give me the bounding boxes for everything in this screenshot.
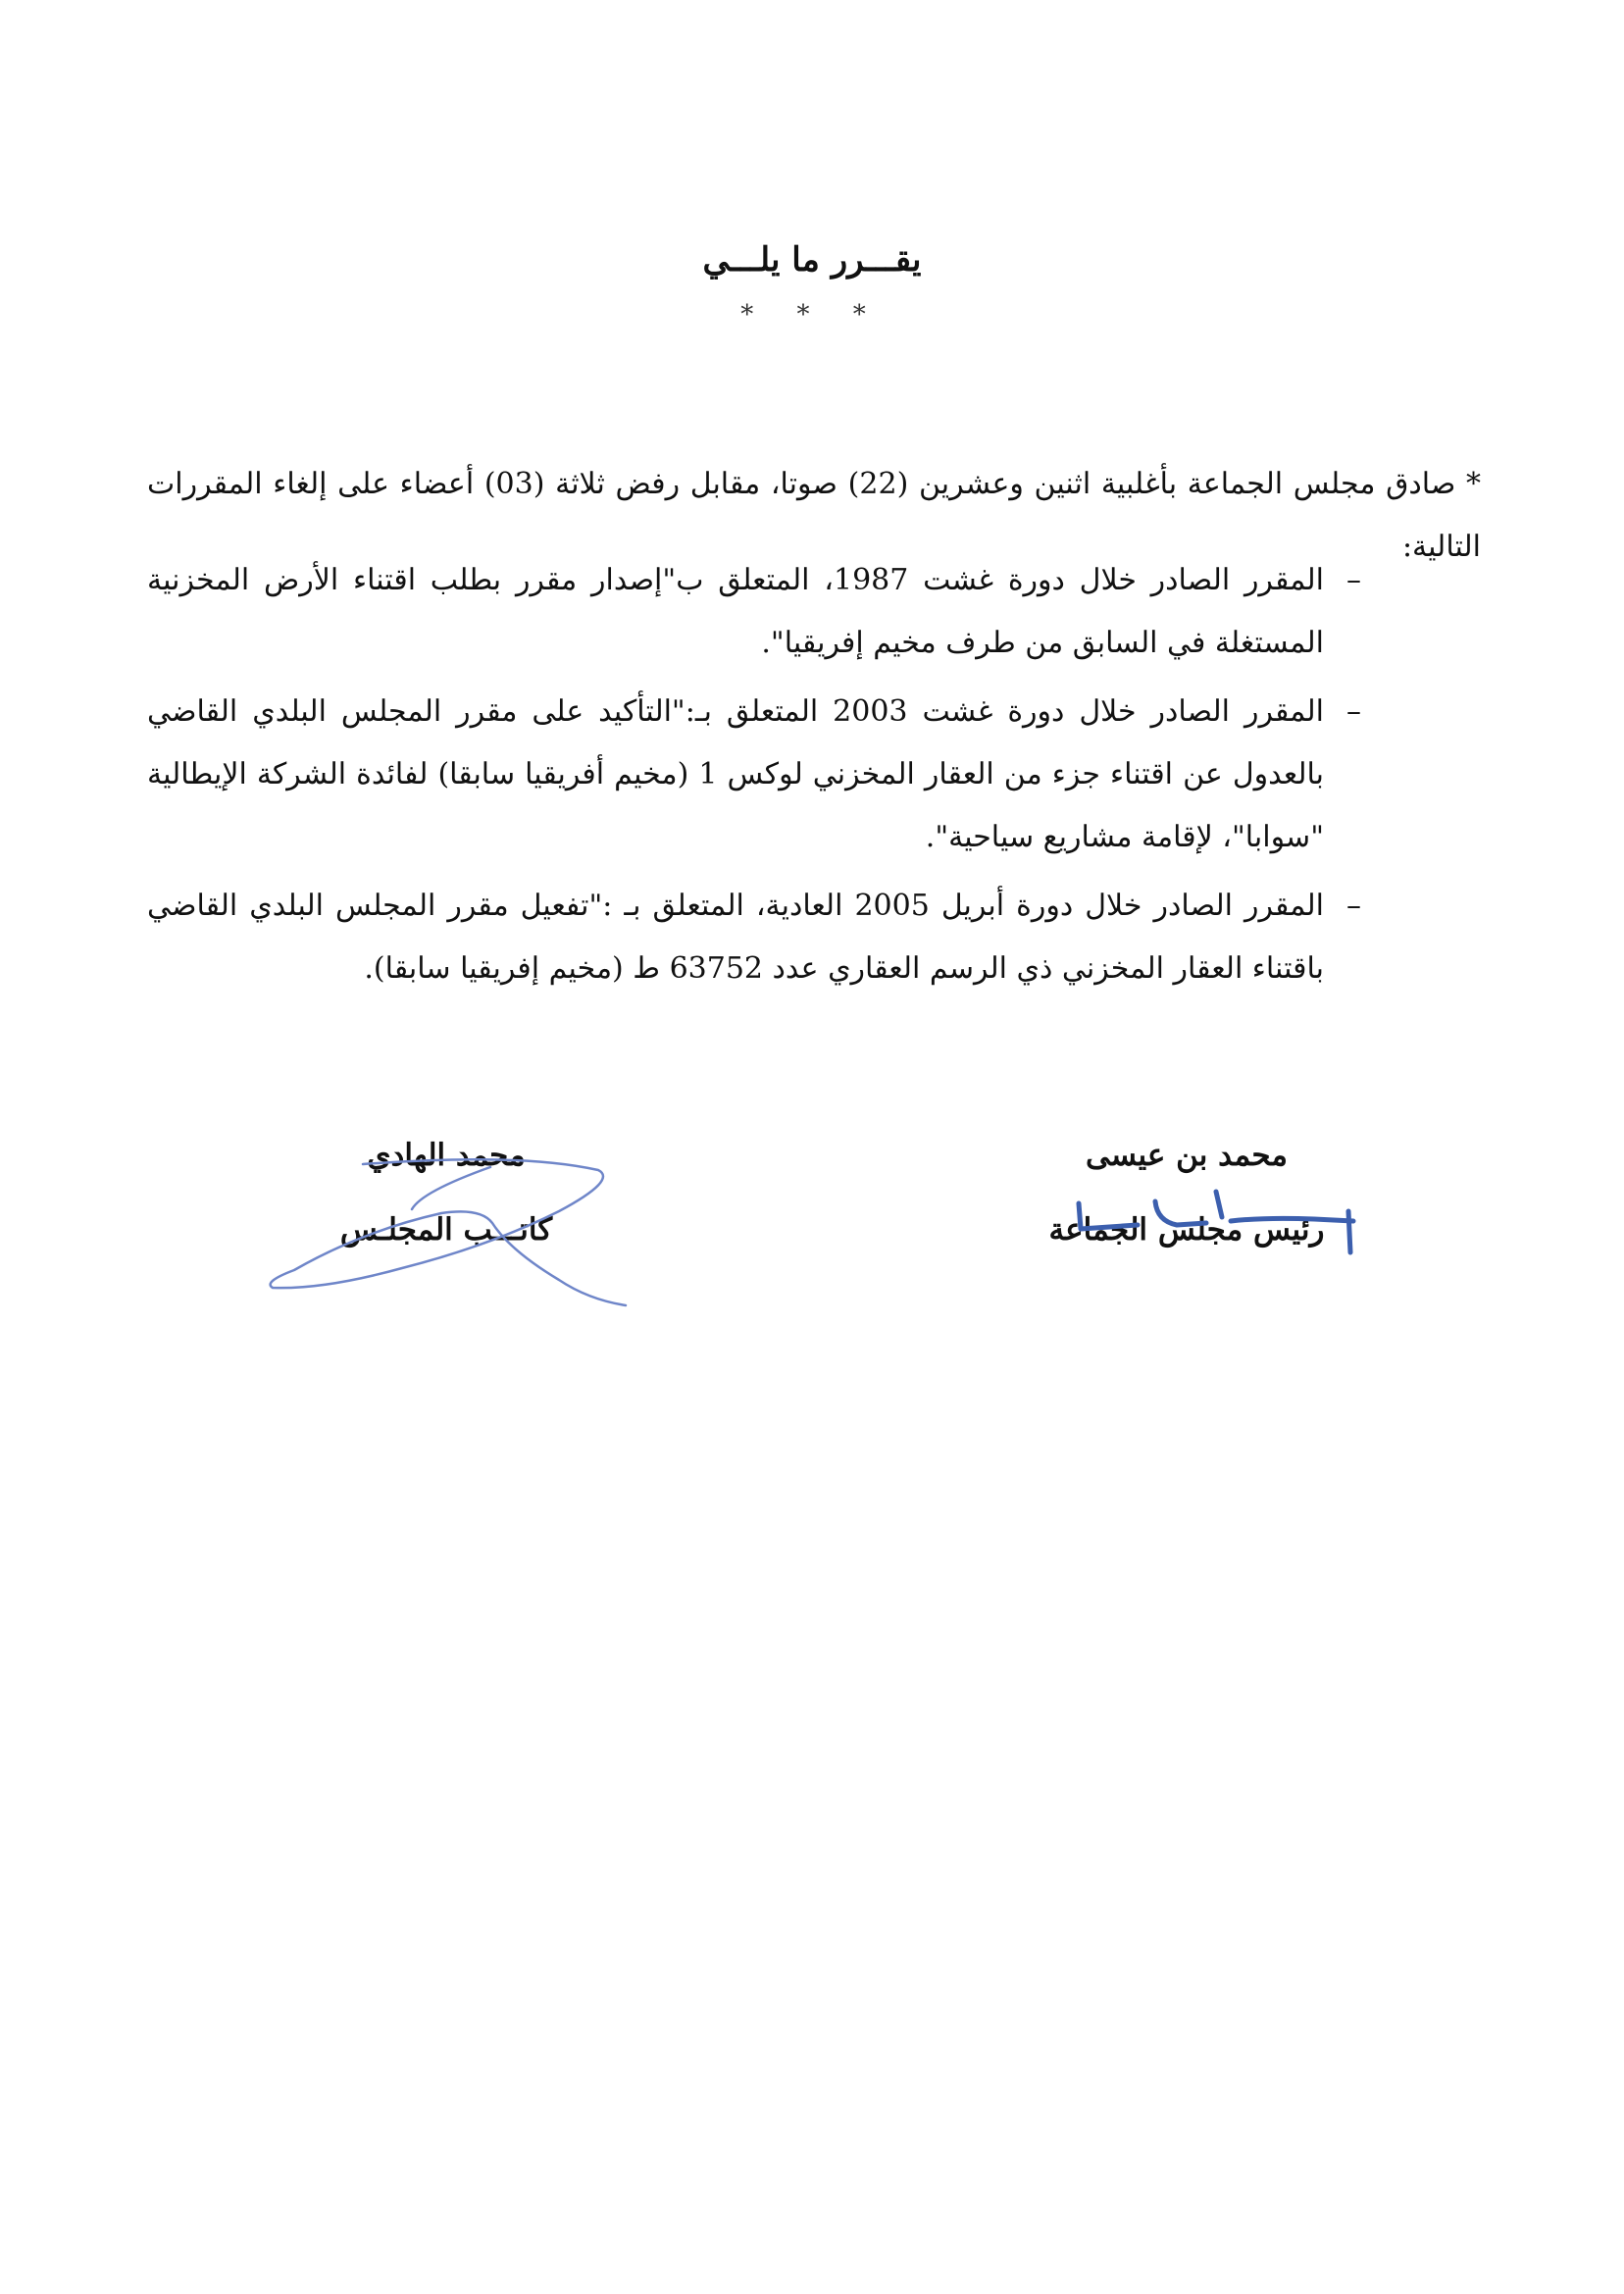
secretary-title: كاتـــب المجلـس xyxy=(339,1212,553,1248)
list-item xyxy=(147,681,1361,869)
list-dash: – xyxy=(1346,694,1361,729)
secretary-name: محمد الهادي xyxy=(367,1138,526,1173)
list-dash: – xyxy=(1346,563,1361,597)
list-item xyxy=(147,549,1361,675)
list-item-text: المقرر الصادر خلال دورة غشت 2003 المتعلق بـ:"التأكيد على مقرر المجلس البلدي القاضي بالعدول عن اقتناء جزء من العقار المخزني لوكس 1 (مخيم أفريقيا سابقا) لفائدة الشركة الإيطالية "سوابا"، لإقامة مشاريع سياحية". xyxy=(147,694,1325,854)
list-item xyxy=(147,875,1361,1000)
president-handwritten-signature xyxy=(1069,1182,1383,1270)
president-name: محمد بن عيسى xyxy=(1086,1138,1288,1173)
signature-stroke xyxy=(1079,1192,1353,1252)
president-title: رئيس مجلس الجماعة xyxy=(1048,1212,1325,1248)
secretary-handwritten-signature xyxy=(265,1152,657,1314)
repealed-decisions-list xyxy=(147,549,1361,1006)
document-heading: يقـــرر ما يلـــي xyxy=(702,240,922,280)
heading-stars: * * * xyxy=(740,300,884,330)
signature-stroke xyxy=(271,1159,626,1305)
list-dash: – xyxy=(1346,889,1361,923)
list-item-text: المقرر الصادر خلال دورة غشت 1987، المتعلق ب"إصدار مقرر بطلب اقتناء الأرض المخزنية المستغلة في السابق من طرف مخيم إفريقيا". xyxy=(147,563,1324,660)
list-item-text: المقرر الصادر خلال دورة أبريل 2005 العادية، المتعلق بـ :"تفعيل مقرر المجلس البلدي القاضي باقتناء العقار المخزني ذي الرسم العقاري عدد 63752 ط (مخيم إفريقيا سابقا). xyxy=(147,889,1325,986)
resolution-intro: * صادق مجلس الجماعة بأغلبية اثنين وعشرين (22) صوتا، مقابل رفض ثلاثة (03) أعضاء على إلغاء المقررات التالية: xyxy=(147,467,1481,564)
